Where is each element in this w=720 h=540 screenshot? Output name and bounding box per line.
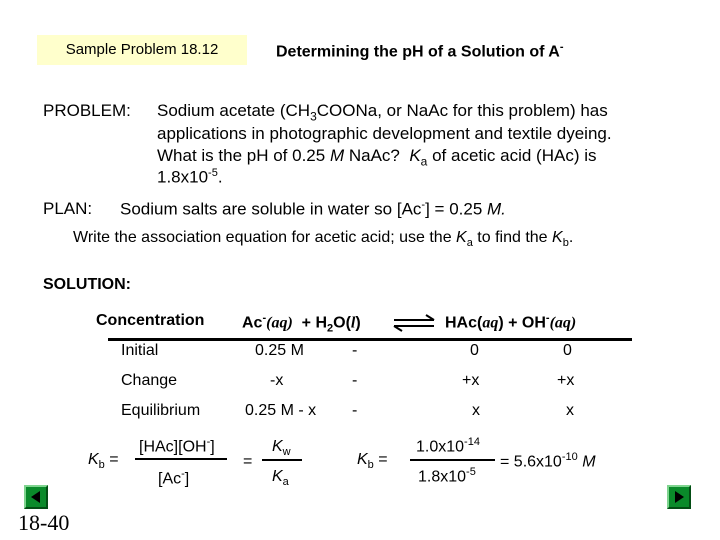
kb2-label: $K_b$ = bbox=[357, 451, 388, 472]
row-initial-h2o: - bbox=[352, 342, 358, 359]
problem-line-1: Sodium acetate ($CH_3COONa$, or NaAc for this problem) has bbox=[157, 101, 608, 124]
kb-label: $K_b$ = bbox=[88, 451, 119, 472]
row-initial-hac: 0 bbox=[470, 342, 479, 359]
row-change-label: Change bbox=[121, 372, 178, 389]
plan-label: PLAN: bbox=[43, 199, 93, 218]
triangle-left-icon bbox=[26, 487, 46, 507]
kb-numerator: [HAc][OH-] bbox=[139, 436, 215, 456]
next-slide-button[interactable] bbox=[667, 485, 691, 509]
problem-line-4: $1.8x10^{-5}$. bbox=[157, 167, 223, 187]
row-equilibrium-hac: x bbox=[472, 402, 480, 419]
kb-result: = $5.6x10^{-10}$ M bbox=[500, 451, 596, 471]
kb-numeric-denominator: $1.8x10^{-5}$ bbox=[418, 466, 476, 486]
kw-term: $K_w$ bbox=[272, 438, 291, 459]
triangle-right-icon bbox=[669, 487, 689, 507]
row-change-h2o: - bbox=[352, 372, 358, 389]
products: HAc(aq) + OH-(aq) bbox=[445, 312, 577, 332]
reactants: $Ac^-(aq) + H_2O(l)$ bbox=[242, 312, 361, 335]
plan-line-2: Write the association equation for acetic acid; use the $K_a$ to find the $K_b$. bbox=[73, 229, 574, 250]
prev-slide-button[interactable] bbox=[24, 485, 48, 509]
row-equilibrium-h2o: - bbox=[352, 402, 358, 419]
problem-line-2: applications in photographic development and textile dyeing. bbox=[157, 124, 612, 143]
ice-header-concentration: Concentration bbox=[96, 312, 205, 329]
page-title: Determining the pH of a Solution of A- bbox=[276, 41, 564, 61]
row-equilibrium-ac: 0.25 M - x bbox=[245, 402, 317, 419]
ice-header-rule bbox=[108, 338, 632, 341]
kb-denominator: [Ac-] bbox=[158, 468, 190, 488]
problem-line-3: What is the pH of 0.25 M NaAc? $K_a$ of acetic acid (HAc) is bbox=[157, 146, 597, 169]
row-equilibrium-label: Equilibrium bbox=[121, 402, 201, 419]
kw-ka-fraction-bar bbox=[262, 459, 302, 461]
problem-label: PROBLEM: bbox=[43, 101, 131, 120]
plan-line-1: Sodium salts are soluble in water so [Ac-] = 0.25 M. bbox=[120, 199, 506, 219]
equilibrium-arrow-icon bbox=[390, 312, 438, 334]
ka-term: $K_a$ bbox=[272, 468, 289, 489]
row-equilibrium-oh: x bbox=[566, 402, 574, 419]
row-change-hac: +x bbox=[462, 372, 480, 389]
solution-label: SOLUTION: bbox=[43, 276, 131, 293]
row-initial-oh: 0 bbox=[563, 342, 572, 359]
row-initial-label: Initial bbox=[121, 342, 159, 359]
sample-problem-badge: Sample Problem 18.12 bbox=[37, 35, 247, 65]
row-change-ac: -x bbox=[270, 372, 284, 389]
page-number: 18-40 bbox=[18, 510, 70, 535]
kb-numeric-numerator: $1.0x10^{-14}$ bbox=[416, 436, 480, 456]
kb-fraction-bar bbox=[135, 458, 227, 460]
kb-numeric-fraction-bar bbox=[410, 459, 495, 461]
kb-equals: = bbox=[243, 453, 253, 470]
row-initial-ac: 0.25 M bbox=[255, 342, 304, 359]
row-change-oh: +x bbox=[557, 372, 575, 389]
